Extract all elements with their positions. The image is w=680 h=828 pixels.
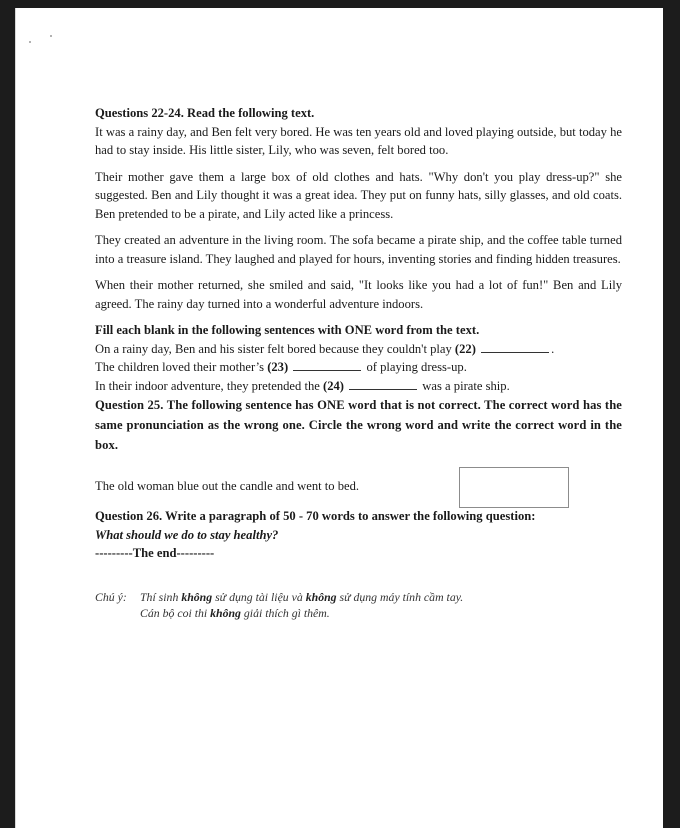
fill-item-number: (24) xyxy=(323,378,344,393)
reading-paragraph: Their mother gave them a large box of old clothes and hats. "Why don't you play dress-up?" she suggested. Ben and Lily thought it was a great idea. They put on funny hats, silly glasses, and old coats. Ben pretended to be a pirate, and Lily acted like a princess. xyxy=(95,169,622,221)
error-sentence: The old woman blue out the candle and went to bed. xyxy=(95,479,360,493)
answer-box-25[interactable] xyxy=(459,467,569,508)
scan-speck xyxy=(29,41,31,43)
note-text: giải thích gì thêm. xyxy=(240,605,330,620)
note-label: Chú ý: xyxy=(95,589,127,604)
fill-item-24 xyxy=(95,377,622,396)
fill-item-text: . xyxy=(551,341,555,356)
reading-paragraph: When their mother returned, she smiled and said, "It looks like you had a lot of fun!" Ben and Lily agreed. The rainy day turned into a wonderful adventure indoors. xyxy=(95,278,622,311)
fill-item-text: The children loved their mother’s xyxy=(95,360,268,374)
fill-item-23 xyxy=(95,358,622,377)
reading-paragraph: They created an adventure in the living room. The sofa became a pirate ship, and the coffee table turned into a treasure island. They laughed and played for hours, inventing stories and finding hidden treasures. xyxy=(95,233,622,266)
fill-item-text: was a pirate ship. xyxy=(419,378,510,393)
reading-paragraph: It was a rainy day, and Ben felt very bored. He was ten years old and loved playing outside, but today he had to stay inside. His little sister, Lily, who was seven, felt bored too. xyxy=(95,124,622,157)
section-heading-22-24: Questions 22-24. Read the following text. xyxy=(95,106,315,120)
fill-item-text: of playing dress-up. xyxy=(363,360,467,374)
fill-item-text: On a rainy day, Ben and his sister felt bored because they couldn't play xyxy=(95,341,455,356)
fill-instruction: Fill each blank in the following sentences with ONE word from the text. xyxy=(95,323,480,337)
note-line-2 xyxy=(140,605,330,621)
exam-note xyxy=(95,589,622,621)
note-emphasis: không xyxy=(305,589,337,604)
note-text: sử dụng tài liệu và xyxy=(212,589,306,604)
question-25-row xyxy=(95,467,622,507)
fill-item-number: (23) xyxy=(267,360,289,374)
section-heading-26: Question 26. Write a paragraph of 50 - 70 words to answer the following question: xyxy=(95,509,536,523)
section-heading-25: Question 25. The following sentence has ONE word that is not correct. The correct word has the same pronunciation as the wrong one. Circle the wrong word and write the correct word in the box. xyxy=(95,398,622,452)
exam-content xyxy=(95,104,622,621)
answer-blank-23[interactable] xyxy=(293,359,361,371)
fill-item-text: In their indoor adventure, they pretended the xyxy=(95,378,324,393)
document-page xyxy=(15,8,663,828)
scan-speck xyxy=(50,35,52,37)
answer-blank-24[interactable] xyxy=(349,378,417,390)
fill-item-22 xyxy=(95,340,622,359)
writing-prompt: What should we do to stay healthy? xyxy=(95,527,279,542)
note-emphasis: không xyxy=(181,589,213,604)
note-emphasis: không xyxy=(210,605,241,620)
end-marker: ---------The end--------- xyxy=(95,546,215,560)
note-text: sử dụng máy tính cầm tay. xyxy=(336,589,464,604)
note-text: Cán bộ coi thi xyxy=(140,605,211,620)
fill-item-number: (22) xyxy=(454,341,476,356)
note-text: Thí sinh xyxy=(140,589,182,604)
note-line-1 xyxy=(140,589,463,605)
answer-blank-22[interactable] xyxy=(481,341,549,353)
